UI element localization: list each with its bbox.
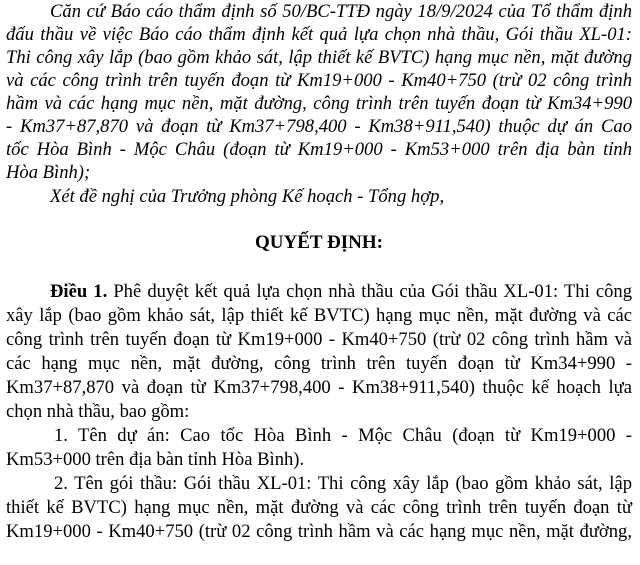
item2-line-2: thiết kế BVTC) hạng mục nền, mặt đường và các công trình trên tuyến đoạn từ — [6, 497, 632, 518]
preamble-line-5: hầm và các hạng mục nền, mặt đường, công trình trên tuyến đoạn từ Km34+990 — [6, 93, 632, 114]
article1-line-3: công trình trên tuyến đoạn từ Km19+000 - Km40+750 (trừ 02 công trình hầm và — [6, 329, 632, 350]
decision-heading: QUYẾT ĐỊNH: — [255, 232, 383, 253]
article1-label: Điều 1. — [50, 281, 108, 302]
article1-line-2: xây lắp (bao gồm khảo sát, lập thiết kế BVTC) hạng mục nền, mặt đường và các — [6, 305, 632, 326]
article1-line-6: chọn nhà thầu, bao gồm: — [6, 401, 190, 422]
item2-line-1: 2. Tên gói thầu: Gói thầu XL-01: Thi công xây lắp (bao gồm khảo sát, lập — [54, 473, 632, 494]
preamble-line-6: - Km37+87,870 và đoạn từ Km37+798,400 - Km38+911,540) thuộc dự án Cao — [6, 116, 632, 137]
preamble-line-4: và các công trình trên tuyến đoạn từ Km19+000 - Km40+750 (trừ 02 công trình — [6, 70, 632, 91]
item1-line-1: 1. Tên dự án: Cao tốc Hòa Bình - Mộc Châu (đoạn từ Km19+000 - — [54, 425, 632, 446]
preamble-line-1: Căn cứ Báo cáo thẩm định số 50/BC-TTĐ ngày 18/9/2024 của Tổ thẩm định — [50, 1, 632, 22]
consideration-line: Xét đề nghị của Trưởng phòng Kế hoạch - Tổng hợp, — [50, 186, 445, 207]
article1-line-5: Km37+87,870 và đoạn từ Km37+798,400 - Km38+911,540) thuộc kế hoạch lựa — [6, 377, 632, 398]
item2-line-3: Km19+000 - Km40+750 (trừ 02 công trình hầm và các hạng mục nền, mặt đường, — [6, 521, 632, 542]
preamble-line-3: Thi công xây lắp (bao gồm khảo sát, lập thiết kế BVTC) hạng mục nền, mặt đường — [6, 47, 632, 68]
preamble-line-7: tốc Hòa Bình - Mộc Châu (đoạn từ Km19+000 - Km53+000 trên địa bàn tỉnh — [6, 139, 632, 160]
article1-first-line-text: Phê duyệt kết quả lựa chọn nhà thầu của Gói thầu XL-01: Thi công — [107, 281, 632, 302]
article1-first-line — [6, 281, 632, 303]
preamble-line-8: Hòa Bình); — [6, 162, 91, 183]
article1-line-4: các hạng mục nền, mặt đường, công trình trên tuyến đoạn từ Km34+990 - — [6, 353, 632, 374]
item1-line-2: Km53+000 trên địa bàn tỉnh Hòa Bình). — [6, 449, 305, 470]
preamble-line-2: đấu thầu về việc Báo cáo thẩm định kết quả lựa chọn nhà thầu, Gói thầu XL-01: — [6, 24, 632, 45]
